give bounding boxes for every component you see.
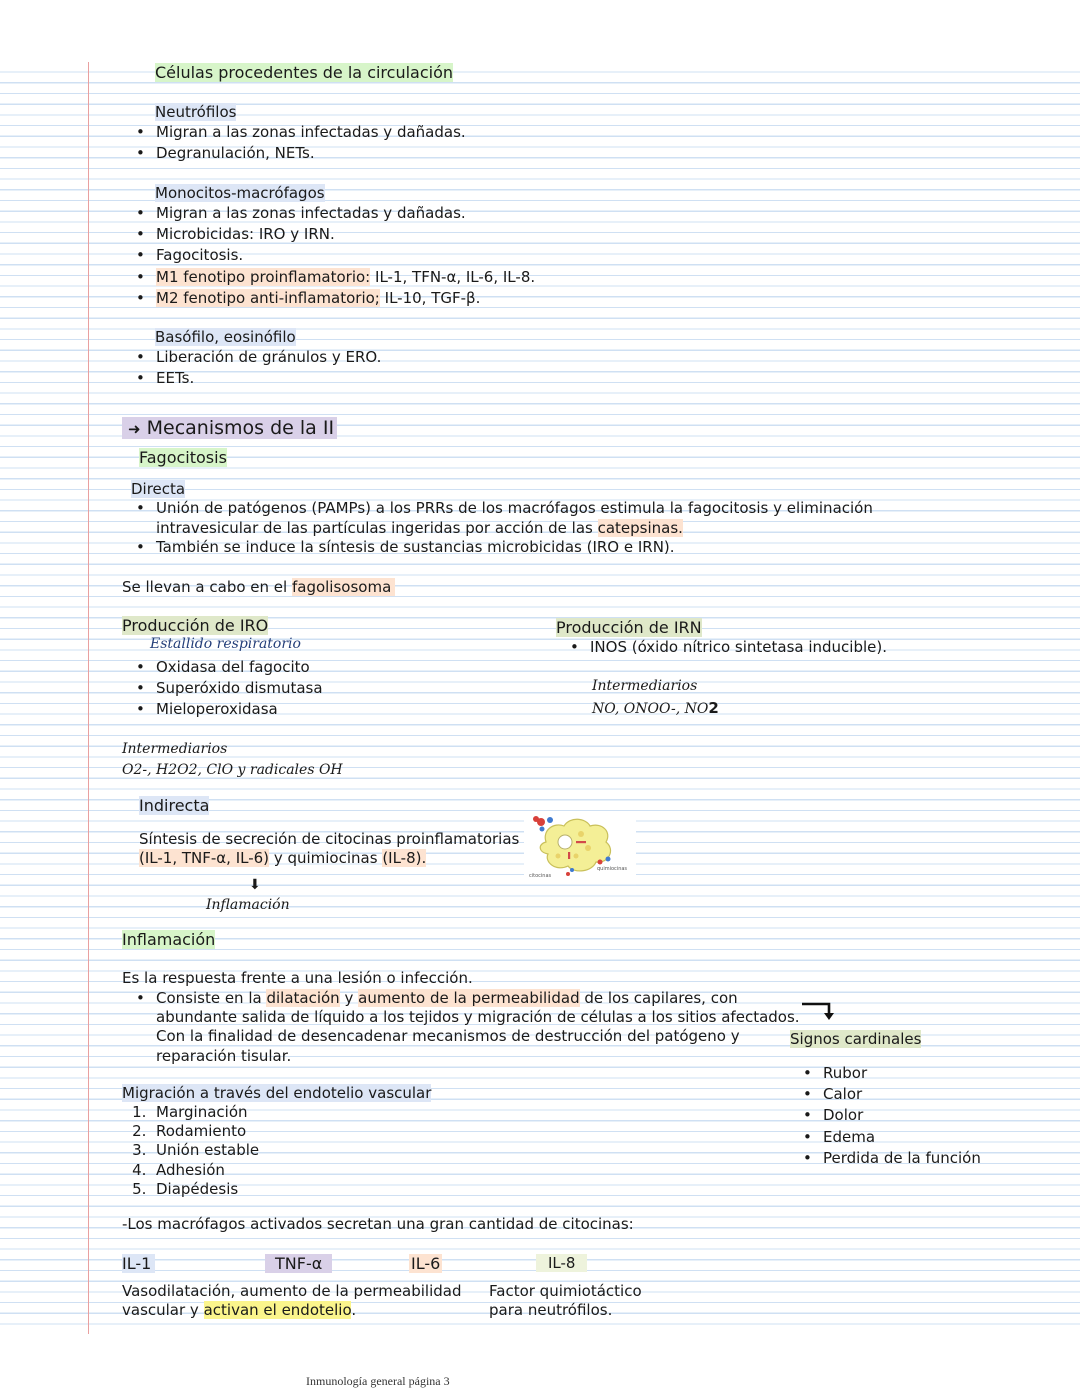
direct-title: Directa [131, 480, 186, 498]
cytokine-desc-1: Vasodilatación, aumento de la permeabilidad vascular y activan el endotelio. [122, 1282, 462, 1319]
list-item: • Microbicidas: IRO y IRN. [122, 224, 535, 245]
inflammation-list [122, 989, 800, 1066]
inflammation-title: Inflamación [122, 930, 216, 949]
list-item: • También se induce la síntesis de sustancias microbicidas (IRO e IRN). [122, 538, 873, 558]
list-item: 1. Marginación [132, 1103, 248, 1121]
cytokine-il8: IL-8 [536, 1254, 587, 1273]
cytokines-intro: -Los macrófagos activados secretan una gran cantidad de citocinas: [122, 1215, 634, 1233]
m2-label: M2 fenotipo anti-inflamatorio; [156, 288, 380, 307]
basophil-list [122, 347, 381, 389]
m1-rest: IL-1, TFN-α, IL-6, IL-8. [370, 267, 536, 286]
neutrophils-title: Neutrófilos [155, 103, 237, 121]
cardinal-signs-title: Signos cardinales [790, 1030, 922, 1048]
m1-label: M1 fenotipo proinflamatorio: [156, 267, 371, 286]
migration-title: Migración a través del endotelio vascular [122, 1084, 432, 1102]
page-footer: Inmunología general página 3 [306, 1374, 450, 1388]
irn-intermediates: NO, ONOO-, NO2 [592, 699, 719, 717]
list-item: • Superóxido dismutasa [122, 678, 323, 699]
list-item-m2 [122, 288, 535, 309]
list-item: • Oxidasa del fagocito [122, 657, 323, 678]
neutrophils-list [122, 122, 466, 164]
list-item: • Calor [789, 1084, 981, 1105]
m2-rest: IL-10, TGF-β. [379, 288, 481, 307]
list-item-m1 [122, 267, 535, 288]
margin-line [88, 62, 89, 1334]
indirect-line1: Síntesis de secreción de citocinas proinflamatorias [139, 830, 520, 848]
indirect-arrow-label: Inflamación [206, 897, 290, 913]
turn-arrow-icon [800, 1000, 836, 1024]
arrow-right-icon: ➜ [128, 420, 141, 438]
indirect-line2: (IL-1, TNF-α, IL-6) y quimiocinas (IL-8). [139, 849, 427, 867]
list-item: • Perdida de la función [789, 1148, 981, 1169]
list-item: • Consiste en la dilatación y aumento de la permeabilidad de los capilares, con abundante salida de líquido a los tejidos y migración de células a los sitios afectados. Con la finalidad de desencadenar mecanismos de destrucción del patógeno y reparación tisular. [122, 989, 800, 1066]
monocytes-title: Monocitos-macrófagos [155, 184, 325, 202]
monocytes-list [122, 203, 535, 309]
irn-intermediates-label: Intermediarios [592, 678, 698, 694]
irn-list [556, 637, 887, 658]
cardinal-signs-list [789, 1063, 981, 1169]
phagolysosome-line: Se llevan a cabo en el fagolisosoma [122, 578, 395, 597]
figure-label-left: citocinas [529, 873, 552, 879]
list-item: • Liberación de gránulos y ERO. [122, 347, 381, 368]
list-item: • Rubor [789, 1063, 981, 1084]
iro-subtitle: Estallido respiratorio [150, 636, 301, 652]
figure-label-right: quimiocinas [597, 866, 628, 872]
migration-steps [122, 1103, 259, 1199]
list-item: 5. Diapédesis [132, 1179, 239, 1198]
macrophage-figure [524, 812, 636, 882]
list-item: • Dolor [789, 1105, 981, 1126]
list-item: 2. Rodamiento [132, 1122, 247, 1141]
macrophage-illustration [524, 812, 636, 882]
list-item: • Migran a las zonas infectadas y dañadas. [122, 203, 535, 224]
cytokine-tnf: TNF-α [265, 1254, 332, 1273]
cytokine-il6: IL-6 [411, 1254, 441, 1273]
list-item: • Unión de patógenos (PAMPs) a los PRRs de los macrófagos estimula la fagocitosis y eliminación intravesicular de las partículas ingeridas por acción de las catepsinas. [122, 499, 873, 538]
cytokine-il1: IL-1 [122, 1254, 155, 1273]
iro-intermediates-label: Intermediarios [122, 741, 228, 757]
list-item: 3. Unión estable [132, 1141, 260, 1160]
basophil-title: Basófilo, eosinófilo [155, 328, 296, 346]
indirect-title: Indirecta [139, 796, 210, 815]
list-item: • INOS (óxido nítrico sintetasa inducible). [556, 637, 887, 658]
direct-list [122, 499, 873, 558]
iro-title: Producción de IRO [122, 616, 269, 635]
list-item: • EETs. [122, 368, 381, 389]
inflammation-intro: Es la respuesta frente a una lesión o infección. [122, 969, 473, 987]
iro-intermediates: O2-, H2O2, ClO y radicales OH [122, 762, 343, 778]
list-item: • Migran a las zonas infectadas y dañadas. [122, 122, 466, 143]
list-item: • Fagocitosis. [122, 245, 535, 266]
arrow-down-icon: ⬇ [249, 877, 261, 893]
list-item: 4. Adhesión [132, 1160, 225, 1179]
section-title-circulation: Células procedentes de la circulación [155, 63, 454, 82]
cytokine-desc-2: Factor quimiotáctico para neutrófilos. [489, 1282, 642, 1319]
iro-list [122, 657, 323, 721]
list-item: • Edema [789, 1127, 981, 1148]
list-item: • Degranulación, NETs. [122, 143, 466, 164]
mechanisms-title: ➜ Mecanismos de la II [122, 416, 337, 441]
irn-title: Producción de IRN [556, 618, 702, 637]
phagocytosis-title: Fagocitosis [139, 448, 227, 467]
list-item: • Mieloperoxidasa [122, 699, 323, 720]
